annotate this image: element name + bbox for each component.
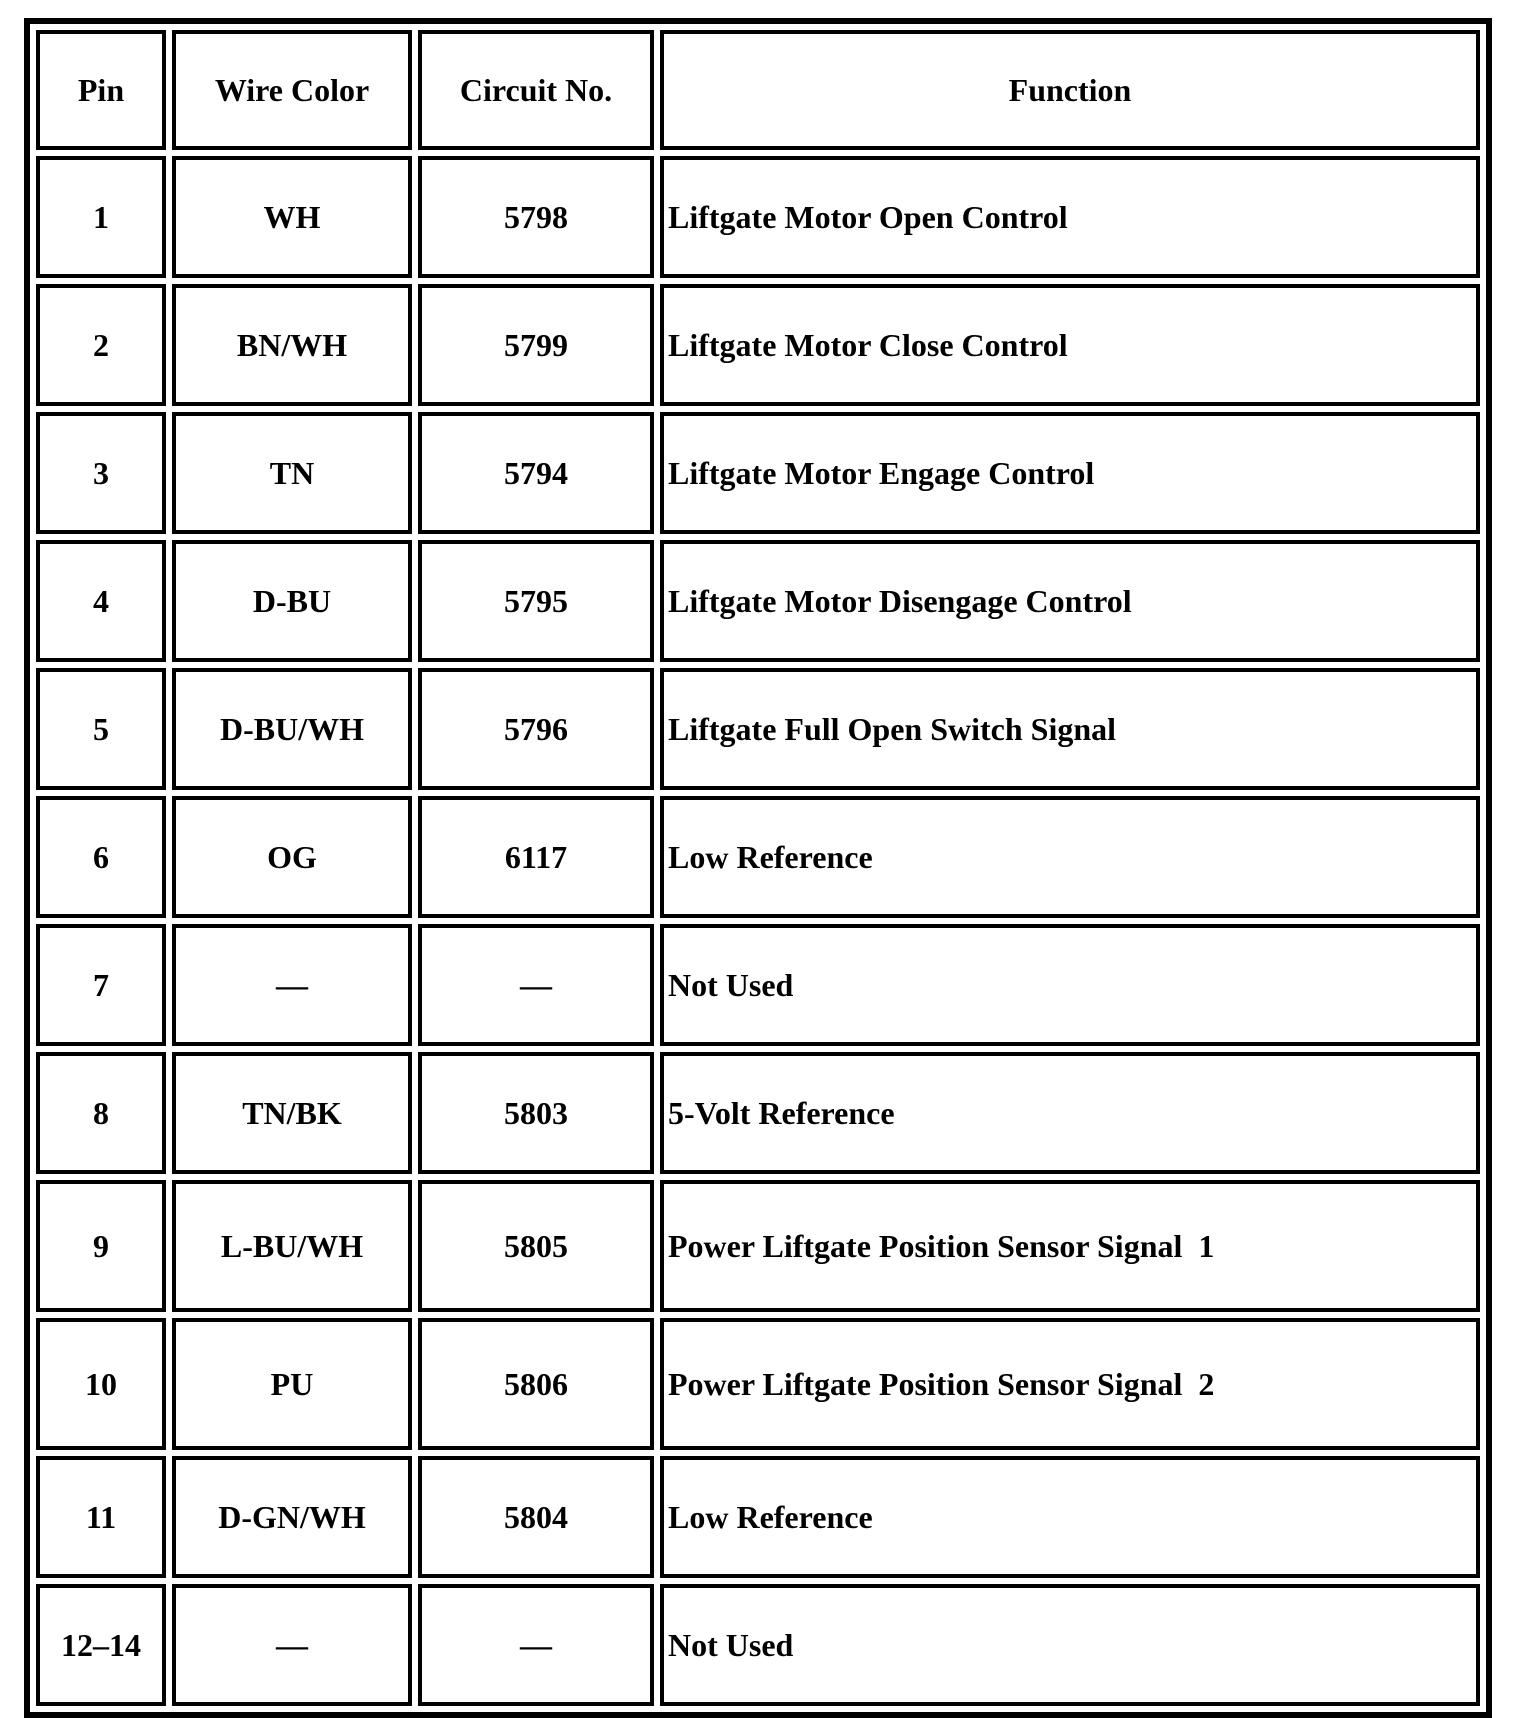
table-row	[36, 156, 1480, 278]
header-row	[36, 30, 1480, 150]
cell-circuit-no: 5798	[418, 156, 654, 278]
cell-function: Liftgate Motor Open Control	[660, 156, 1480, 278]
cell-function: Not Used	[660, 924, 1480, 1046]
header-pin: Pin	[36, 30, 166, 150]
header-function: Function	[660, 30, 1480, 150]
cell-circuit-no: 5796	[418, 668, 654, 790]
table-row	[36, 668, 1480, 790]
cell-circuit-no: 6117	[418, 796, 654, 918]
cell-wire-color: TN	[172, 412, 412, 534]
connector-pinout-table	[24, 18, 1492, 1718]
cell-circuit-no: 5803	[418, 1052, 654, 1174]
cell-function: 5-Volt Reference	[660, 1052, 1480, 1174]
header-circuit-no: Circuit No.	[418, 30, 654, 150]
cell-wire-color: D-GN/WH	[172, 1456, 412, 1578]
cell-pin: 6	[36, 796, 166, 918]
cell-pin: 11	[36, 1456, 166, 1578]
cell-circuit-no: 5794	[418, 412, 654, 534]
cell-pin: 5	[36, 668, 166, 790]
cell-circuit-no: 5806	[418, 1318, 654, 1450]
table-row	[36, 1318, 1480, 1450]
table-row	[36, 1584, 1480, 1706]
cell-function: Liftgate Motor Engage Control	[660, 412, 1480, 534]
cell-wire-color: —	[172, 924, 412, 1046]
table-row	[36, 1456, 1480, 1578]
cell-wire-color: WH	[172, 156, 412, 278]
cell-pin: 2	[36, 284, 166, 406]
cell-wire-color: D-BU	[172, 540, 412, 662]
cell-wire-color: TN/BK	[172, 1052, 412, 1174]
cell-wire-color: D-BU/WH	[172, 668, 412, 790]
cell-wire-color: L-BU/WH	[172, 1180, 412, 1312]
cell-circuit-no: —	[418, 924, 654, 1046]
cell-pin: 9	[36, 1180, 166, 1312]
cell-pin: 7	[36, 924, 166, 1046]
table-row	[36, 284, 1480, 406]
table-row	[36, 540, 1480, 662]
cell-function: Liftgate Motor Disengage Control	[660, 540, 1480, 662]
cell-pin: 4	[36, 540, 166, 662]
table-row	[36, 412, 1480, 534]
table-row	[36, 1180, 1480, 1312]
header-wire-color: Wire Color	[172, 30, 412, 150]
table-row	[36, 1052, 1480, 1174]
cell-circuit-no: 5795	[418, 540, 654, 662]
cell-pin: 1	[36, 156, 166, 278]
table-row	[36, 796, 1480, 918]
cell-pin: 3	[36, 412, 166, 534]
cell-function: Not Used	[660, 1584, 1480, 1706]
cell-wire-color: BN/WH	[172, 284, 412, 406]
cell-circuit-no: 5804	[418, 1456, 654, 1578]
cell-function: Power Liftgate Position Sensor Signal 1	[660, 1180, 1480, 1312]
cell-function: Power Liftgate Position Sensor Signal 2	[660, 1318, 1480, 1450]
cell-pin: 12–14	[36, 1584, 166, 1706]
cell-function: Low Reference	[660, 796, 1480, 918]
cell-wire-color: OG	[172, 796, 412, 918]
cell-function: Low Reference	[660, 1456, 1480, 1578]
cell-circuit-no: 5799	[418, 284, 654, 406]
cell-pin: 8	[36, 1052, 166, 1174]
cell-wire-color: PU	[172, 1318, 412, 1450]
cell-wire-color: —	[172, 1584, 412, 1706]
table-row	[36, 924, 1480, 1046]
cell-function: Liftgate Full Open Switch Signal	[660, 668, 1480, 790]
cell-pin: 10	[36, 1318, 166, 1450]
cell-circuit-no: —	[418, 1584, 654, 1706]
cell-function: Liftgate Motor Close Control	[660, 284, 1480, 406]
cell-circuit-no: 5805	[418, 1180, 654, 1312]
